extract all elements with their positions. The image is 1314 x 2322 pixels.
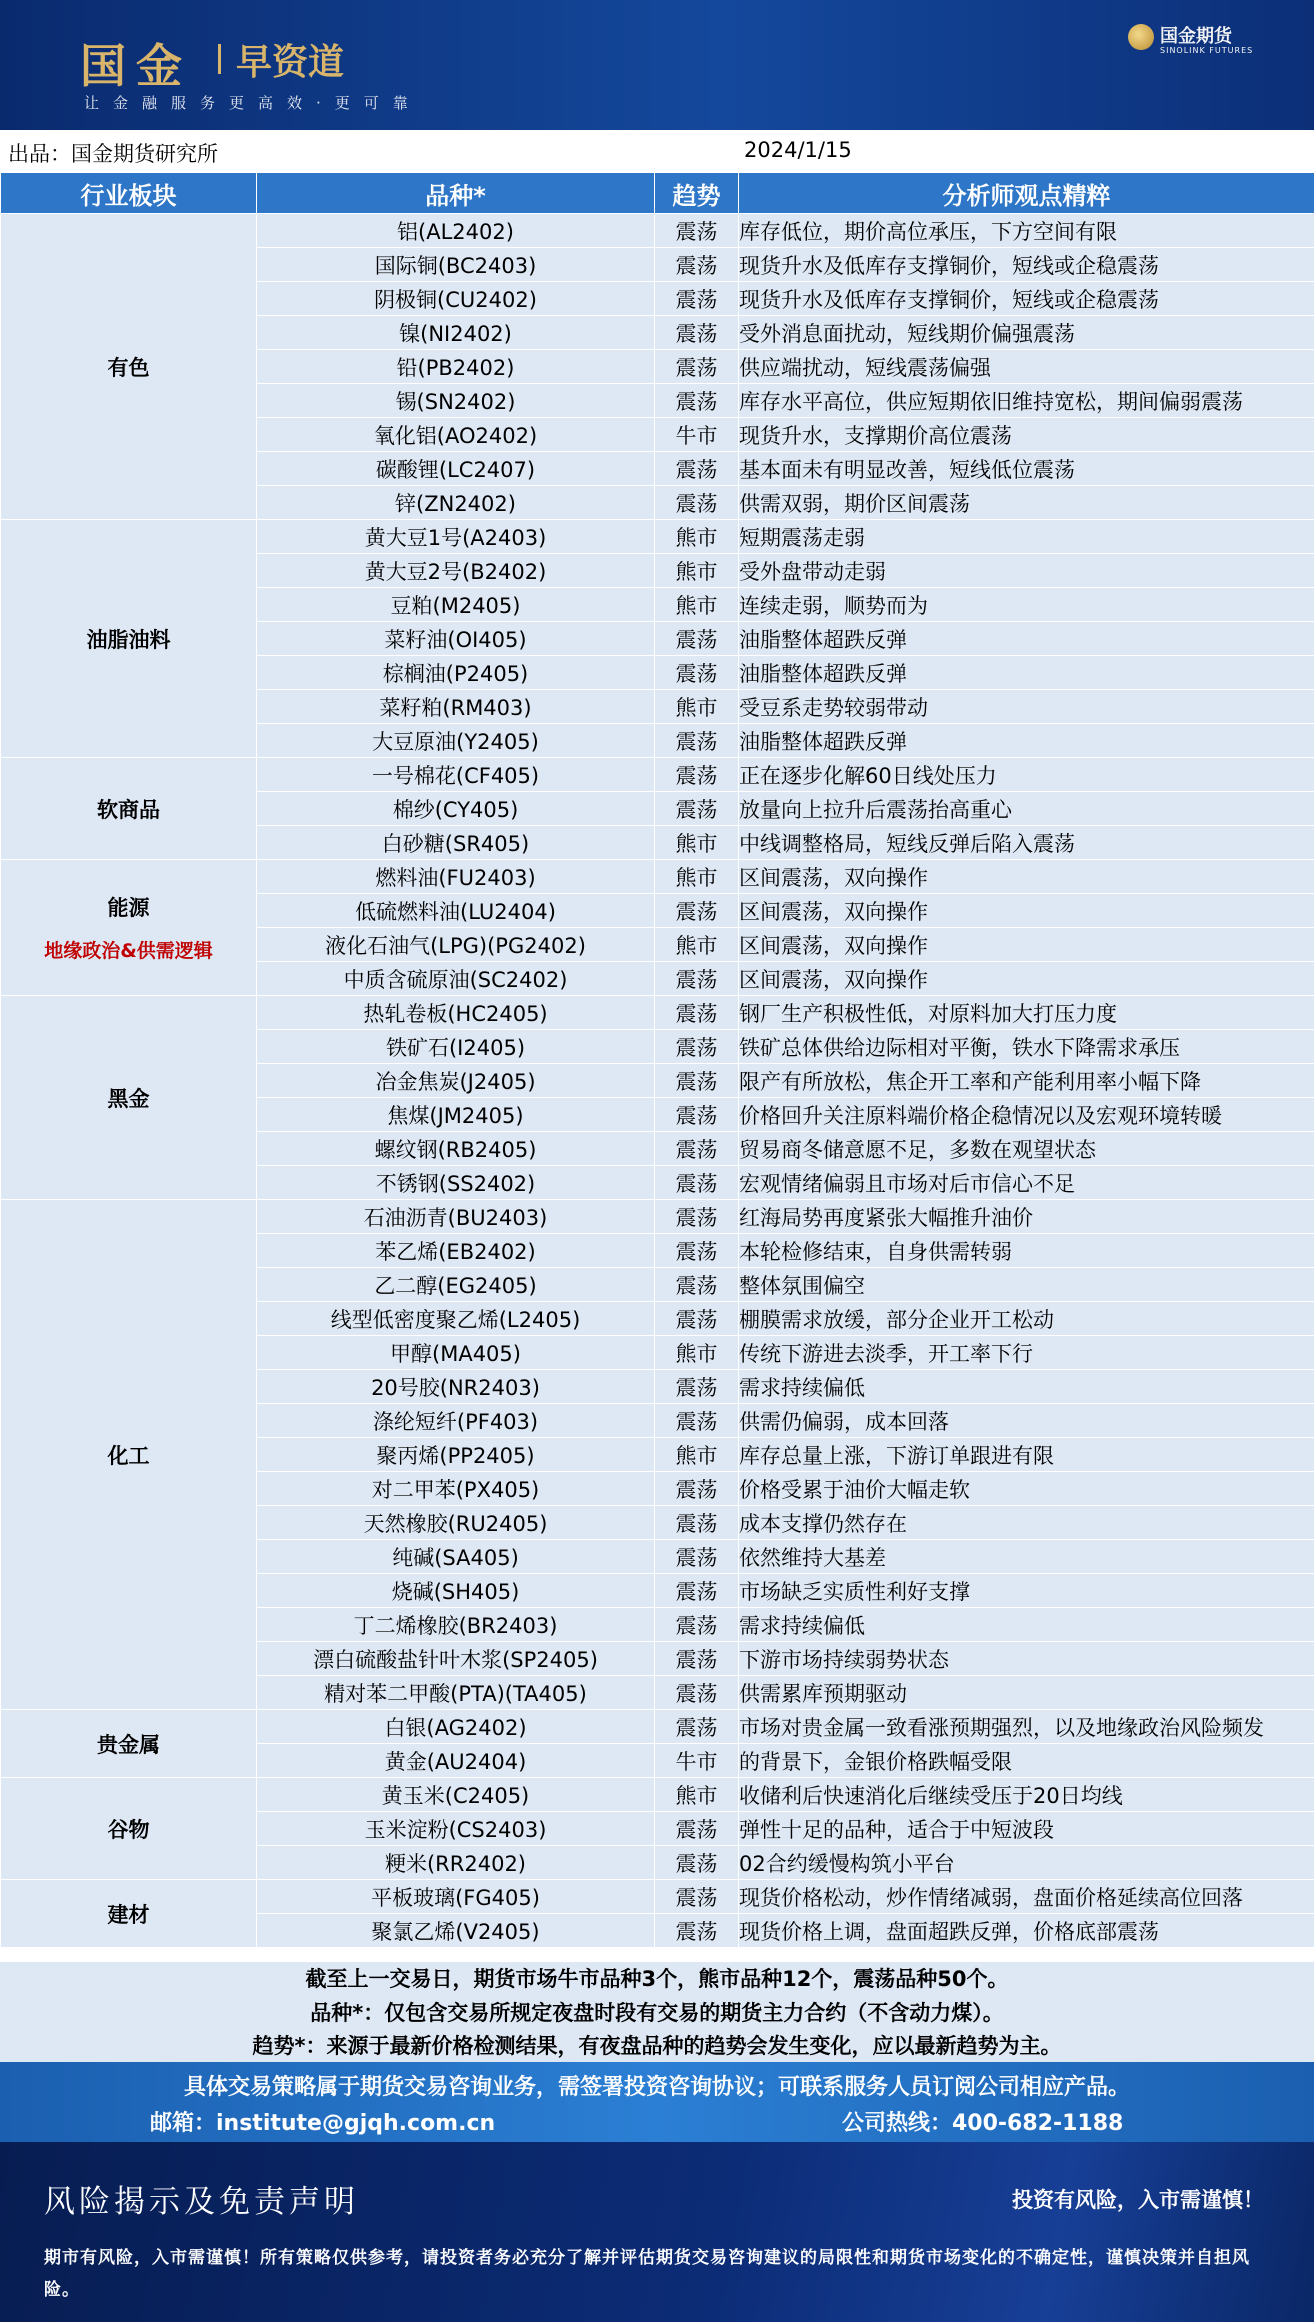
analyst-view-cell: 红海局势再度紧张大幅推升油价 <box>739 1200 1314 1234</box>
analyst-view-cell: 依然维持大基差 <box>739 1540 1314 1574</box>
sector-name: 建材 <box>107 1902 150 1927</box>
trend-badge: 震荡 <box>655 452 739 486</box>
trend-badge: 震荡 <box>655 1642 739 1676</box>
trend-badge: 震荡 <box>655 1302 739 1336</box>
analyst-view-cell: 下游市场持续弱势状态 <box>739 1642 1314 1676</box>
sector-cell <box>1 860 257 996</box>
table-body <box>1 214 1314 1948</box>
variety-cell: 棕榈油(P2405) <box>257 656 655 690</box>
analyst-view-cell: 现货升水及低库存支撑铜价，短线或企稳震荡 <box>739 282 1314 316</box>
trend-badge: 牛市 <box>655 1744 739 1778</box>
variety-cell: 冶金焦炭(J2405) <box>257 1064 655 1098</box>
sector-cell <box>1 996 257 1200</box>
variety-cell: 锌(ZN2402) <box>257 486 655 520</box>
disclaimer-title: 风险揭示及免责声明 <box>44 2184 359 2220</box>
variety-cell: 线型低密度聚乙烯(L2405) <box>257 1302 655 1336</box>
trend-badge: 震荡 <box>655 1676 739 1710</box>
analyst-view-cell: 本轮检修结束，自身供需转弱 <box>739 1234 1314 1268</box>
analyst-view-cell: 现货升水，支撑期价高位震荡 <box>739 418 1314 452</box>
analyst-view-cell: 区间震荡，双向操作 <box>739 962 1314 996</box>
analyst-view-cell: 供需仍偏弱，成本回落 <box>739 1404 1314 1438</box>
variety-cell: 液化石油气(LPG)(PG2402) <box>257 928 655 962</box>
table-header-row <box>1 173 1314 214</box>
disclaimer-footer <box>0 2142 1314 2322</box>
sector-cell <box>1 1710 257 1778</box>
variety-cell: 黄金(AU2404) <box>257 1744 655 1778</box>
trend-badge: 熊市 <box>655 928 739 962</box>
trend-badge: 熊市 <box>655 588 739 622</box>
sector-name: 贵金属 <box>97 1732 160 1757</box>
trend-badge: 震荡 <box>655 282 739 316</box>
analyst-view-cell: 需求持续偏低 <box>739 1608 1314 1642</box>
table-row <box>1 1200 1314 1234</box>
strategy-banner <box>0 2062 1314 2142</box>
variety-cell: 涤纶短纤(PF403) <box>257 1404 655 1438</box>
sector-cell <box>1 520 257 758</box>
trend-badge: 震荡 <box>655 1030 739 1064</box>
trend-badge: 震荡 <box>655 622 739 656</box>
analyst-view-cell: 收储利后快速消化后继续受压于20日均线 <box>739 1778 1314 1812</box>
variety-cell: 螺纹钢(RB2405) <box>257 1132 655 1166</box>
sector-name: 谷物 <box>107 1817 150 1842</box>
analyst-view-cell: 正在逐步化解60日线处压力 <box>739 758 1314 792</box>
variety-cell: 不锈钢(SS2402) <box>257 1166 655 1200</box>
trend-badge: 熊市 <box>655 860 739 894</box>
analyst-view-cell: 区间震荡，双向操作 <box>739 894 1314 928</box>
sector-cell <box>1 214 257 520</box>
trend-badge: 震荡 <box>655 316 739 350</box>
trend-badge: 震荡 <box>655 1370 739 1404</box>
trend-badge: 震荡 <box>655 1540 739 1574</box>
analyst-view-cell: 区间震荡，双向操作 <box>739 928 1314 962</box>
variety-cell: 铁矿石(I2405) <box>257 1030 655 1064</box>
variety-cell: 漂白硫酸盐针叶木浆(SP2405) <box>257 1642 655 1676</box>
page-header <box>0 0 1314 132</box>
variety-cell: 铝(AL2402) <box>257 214 655 248</box>
analyst-view-cell: 油脂整体超跌反弹 <box>739 656 1314 690</box>
trend-badge: 震荡 <box>655 792 739 826</box>
trend-badge: 熊市 <box>655 1336 739 1370</box>
trend-badge: 震荡 <box>655 486 739 520</box>
sector-cell <box>1 1200 257 1710</box>
variety-cell: 平板玻璃(FG405) <box>257 1880 655 1914</box>
table-row <box>1 1880 1314 1914</box>
variety-cell: 国际铜(BC2403) <box>257 248 655 282</box>
analyst-view-cell: 基本面未有明显改善，短线低位震荡 <box>739 452 1314 486</box>
variety-cell: 20号胶(NR2403) <box>257 1370 655 1404</box>
variety-cell: 大豆原油(Y2405) <box>257 724 655 758</box>
trend-badge: 震荡 <box>655 1132 739 1166</box>
sector-name: 有色 <box>107 355 150 380</box>
risk-warning: 投资有风险，入市需谨慎！ <box>1012 2188 1264 2212</box>
analyst-view-cell: 供应端扰动，短线震荡偏强 <box>739 350 1314 384</box>
variety-cell: 锡(SN2402) <box>257 384 655 418</box>
trend-badge: 震荡 <box>655 1608 739 1642</box>
logo-subtitle: 早资道 <box>236 42 345 83</box>
column-header-view: 分析师观点精粹 <box>739 173 1314 214</box>
analyst-view-cell: 钢厂生产积极性低，对原料加大打压力度 <box>739 996 1314 1030</box>
variety-cell: 热轧卷板(HC2405) <box>257 996 655 1030</box>
variety-cell: 烧碱(SH405) <box>257 1574 655 1608</box>
variety-cell: 纯碱(SA405) <box>257 1540 655 1574</box>
variety-cell: 氧化铝(AO2402) <box>257 418 655 452</box>
sector-subtitle: 地缘政治&供需逻辑 <box>44 940 213 962</box>
brand-name: 国金期货 <box>1160 26 1232 47</box>
trend-badge: 震荡 <box>655 1200 739 1234</box>
trend-badge: 牛市 <box>655 418 739 452</box>
contact-email[interactable]: 邮箱：institute@gjqh.com.cn <box>150 2111 496 2136</box>
trend-badge: 震荡 <box>655 1472 739 1506</box>
analyst-view-cell: 库存低位，期价高位承压，下方空间有限 <box>739 214 1314 248</box>
table-row <box>1 758 1314 792</box>
analyst-view-cell: 传统下游进去淡季，开工率下行 <box>739 1336 1314 1370</box>
sector-name: 软商品 <box>97 797 160 822</box>
analyst-view-cell: 供需累库预期驱动 <box>739 1676 1314 1710</box>
variety-cell: 一号棉花(CF405) <box>257 758 655 792</box>
trend-badge: 熊市 <box>655 826 739 860</box>
variety-cell: 中质含硫原油(SC2402) <box>257 962 655 996</box>
sector-name: 能源 <box>107 896 150 920</box>
analyst-view-cell: 需求持续偏低 <box>739 1370 1314 1404</box>
trend-badge: 震荡 <box>655 384 739 418</box>
analyst-view-cell: 油脂整体超跌反弹 <box>739 622 1314 656</box>
sector-cell <box>1 758 257 860</box>
trend-badge: 震荡 <box>655 1846 739 1880</box>
variety-cell: 菜籽粕(RM403) <box>257 690 655 724</box>
table-row <box>1 214 1314 248</box>
trend-badge: 震荡 <box>655 1880 739 1914</box>
contact-hotline: 公司热线：400-682-1188 <box>842 2111 1124 2136</box>
analyst-view-cell: 油脂整体超跌反弹 <box>739 724 1314 758</box>
variety-cell: 铅(PB2402) <box>257 350 655 384</box>
brand-name-en: SINOLINK FUTURES <box>1160 46 1254 55</box>
logo-text: 国金 <box>80 39 192 93</box>
table-row <box>1 996 1314 1030</box>
disclaimer-body: 期市有风险，入市需谨慎！所有策略仅供参考，请投资者务必充分了解并评估期货交易咨询建议的局限性和期货市场变化的不确定性，谨慎决策并自担风险。 <box>44 2248 1250 2300</box>
analyst-view-cell: 连续走弱，顺势而为 <box>739 588 1314 622</box>
analyst-view-cell: 棚膜需求放缓，部分企业开工松动 <box>739 1302 1314 1336</box>
column-header-trend: 趋势 <box>655 173 739 214</box>
commodity-table <box>0 172 1314 1948</box>
variety-cell: 燃料油(FU2403) <box>257 860 655 894</box>
trend-badge: 震荡 <box>655 1098 739 1132</box>
trend-badge: 震荡 <box>655 214 739 248</box>
table-row <box>1 520 1314 554</box>
trend-badge: 震荡 <box>655 1710 739 1744</box>
analyst-view-cell: 供需双弱，期价区间震荡 <box>739 486 1314 520</box>
info-bar <box>0 130 1314 172</box>
variety-cell: 碳酸锂(LC2407) <box>257 452 655 486</box>
analyst-view-cell: 受豆系走势较弱带动 <box>739 690 1314 724</box>
report-date: 2024/1/15 <box>744 138 852 162</box>
analyst-view-cell: 库存总量上涨，下游订单跟进有限 <box>739 1438 1314 1472</box>
variety-cell: 黄大豆1号(A2403) <box>257 520 655 554</box>
trend-badge: 熊市 <box>655 1438 739 1472</box>
trend-badge: 震荡 <box>655 962 739 996</box>
variety-cell: 粳米(RR2402) <box>257 1846 655 1880</box>
analyst-view-cell: 现货升水及低库存支撑铜价，短线或企稳震荡 <box>739 248 1314 282</box>
variety-cell: 黄玉米(C2405) <box>257 1778 655 1812</box>
variety-cell: 菜籽油(OI405) <box>257 622 655 656</box>
trend-badge: 震荡 <box>655 1506 739 1540</box>
variety-cell: 黄大豆2号(B2402) <box>257 554 655 588</box>
analyst-view-cell: 库存水平高位，供应短期依旧维持宽松，期间偏弱震荡 <box>739 384 1314 418</box>
analyst-view-cell: 弹性十足的品种，适合于中短波段 <box>739 1812 1314 1846</box>
variety-note: 品种*：仅包含交易所规定夜盘时段有交易的期货主力合约（不含动力煤）。 <box>0 1996 1314 2030</box>
analyst-view-cell: 价格受累于油价大幅走软 <box>739 1472 1314 1506</box>
trend-badge: 熊市 <box>655 520 739 554</box>
analyst-view-cell: 现货价格上调，盘面超跌反弹，价格底部震荡 <box>739 1914 1314 1948</box>
column-header-sector: 行业板块 <box>1 173 257 214</box>
analyst-view-cell: 市场缺乏实质性利好支撑 <box>739 1574 1314 1608</box>
trend-badge: 震荡 <box>655 1574 739 1608</box>
analyst-view-cell: 铁矿总体供给边际相对平衡，铁水下降需求承压 <box>739 1030 1314 1064</box>
trend-badge: 震荡 <box>655 248 739 282</box>
trend-badge: 震荡 <box>655 1064 739 1098</box>
trend-badge: 震荡 <box>655 996 739 1030</box>
trend-badge: 震荡 <box>655 894 739 928</box>
analyst-view-cell: 02合约缓慢构筑小平台 <box>739 1846 1314 1880</box>
trend-badge: 震荡 <box>655 1268 739 1302</box>
variety-cell: 石油沥青(BU2403) <box>257 1200 655 1234</box>
variety-cell: 丁二烯橡胶(BR2403) <box>257 1608 655 1642</box>
analyst-view-cell: 区间震荡，双向操作 <box>739 860 1314 894</box>
variety-cell: 对二甲苯(PX405) <box>257 1472 655 1506</box>
producer-label: 出品：国金期货研究所 <box>8 142 218 166</box>
variety-cell: 豆粕(M2405) <box>257 588 655 622</box>
variety-cell: 焦煤(JM2405) <box>257 1098 655 1132</box>
variety-cell: 乙二醇(EG2405) <box>257 1268 655 1302</box>
logo-divider <box>218 44 221 74</box>
variety-cell: 玉米淀粉(CS2403) <box>257 1812 655 1846</box>
table-row <box>1 1710 1314 1744</box>
variety-cell: 天然橡胶(RU2405) <box>257 1506 655 1540</box>
brand-mark-icon <box>1128 24 1154 50</box>
analyst-view-cell: 中线调整格局，短线反弹后陷入震荡 <box>739 826 1314 860</box>
column-header-variety: 品种* <box>257 173 655 214</box>
analyst-view-cell: 放量向上拉升后震荡抬高重心 <box>739 792 1314 826</box>
trend-badge: 震荡 <box>655 1234 739 1268</box>
variety-cell: 镍(NI2402) <box>257 316 655 350</box>
variety-cell: 棉纱(CY405) <box>257 792 655 826</box>
analyst-view-cell: 的背景下，金银价格跌幅受限 <box>739 1744 1314 1778</box>
trend-badge: 熊市 <box>655 554 739 588</box>
trend-badge: 震荡 <box>655 1914 739 1948</box>
analyst-view-cell: 现货价格松动，炒作情绪减弱，盘面价格延续高位回落 <box>739 1880 1314 1914</box>
variety-cell: 白砂糖(SR405) <box>257 826 655 860</box>
sector-name: 黑金 <box>107 1086 150 1111</box>
analyst-view-cell: 价格回升关注原料端价格企稳情况以及宏观环境转暖 <box>739 1098 1314 1132</box>
trend-badge: 震荡 <box>655 758 739 792</box>
variety-cell: 阴极铜(CU2402) <box>257 282 655 316</box>
analyst-view-cell: 短期震荡走弱 <box>739 520 1314 554</box>
variety-cell: 精对苯二甲酸(PTA)(TA405) <box>257 1676 655 1710</box>
trend-badge: 熊市 <box>655 1778 739 1812</box>
trend-badge: 震荡 <box>655 724 739 758</box>
summary-note: 截至上一交易日，期货市场牛市品种3个，熊市品种12个，震荡品种50个。 <box>0 1962 1314 1996</box>
strategy-text: 具体交易策略属于期货交易咨询业务，需签署投资咨询协议；可联系服务人员订阅公司相应产品。 <box>183 2075 1130 2100</box>
analyst-view-cell: 宏观情绪偏弱且市场对后市信心不足 <box>739 1166 1314 1200</box>
trend-badge: 震荡 <box>655 656 739 690</box>
sector-name: 油脂油料 <box>86 627 171 652</box>
trend-badge: 震荡 <box>655 1812 739 1846</box>
variety-cell: 聚丙烯(PP2405) <box>257 1438 655 1472</box>
analyst-view-cell: 贸易商冬储意愿不足，多数在观望状态 <box>739 1132 1314 1166</box>
sector-cell <box>1 1880 257 1948</box>
brand-logo <box>1128 22 1278 62</box>
sector-name: 化工 <box>107 1443 150 1468</box>
trend-badge: 熊市 <box>655 690 739 724</box>
analyst-view-cell: 限产有所放松，焦企开工率和产能利用率小幅下降 <box>739 1064 1314 1098</box>
table-row <box>1 1778 1314 1812</box>
trend-badge: 震荡 <box>655 1404 739 1438</box>
variety-cell: 低硫燃料油(LU2404) <box>257 894 655 928</box>
trend-note: 趋势*：来源于最新价格检测结果，有夜盘品种的趋势会发生变化，应以最新趋势为主。 <box>0 2029 1314 2063</box>
analyst-view-cell: 受外盘带动走弱 <box>739 554 1314 588</box>
variety-cell: 白银(AG2402) <box>257 1710 655 1744</box>
variety-cell: 聚氯乙烯(V2405) <box>257 1914 655 1948</box>
trend-badge: 震荡 <box>655 350 739 384</box>
variety-cell: 甲醇(MA405) <box>257 1336 655 1370</box>
sector-cell <box>1 1778 257 1880</box>
analyst-view-cell: 市场对贵金属一致看涨预期强烈，以及地缘政治风险频发 <box>739 1710 1314 1744</box>
slogan: 让金融服务更高效·更可靠 <box>84 94 422 112</box>
analyst-view-cell: 整体氛围偏空 <box>739 1268 1314 1302</box>
table-row <box>1 860 1314 894</box>
analyst-view-cell: 受外消息面扰动，短线期价偏强震荡 <box>739 316 1314 350</box>
analyst-view-cell: 成本支撑仍然存在 <box>739 1506 1314 1540</box>
variety-cell: 苯乙烯(EB2402) <box>257 1234 655 1268</box>
trend-badge: 震荡 <box>655 1166 739 1200</box>
